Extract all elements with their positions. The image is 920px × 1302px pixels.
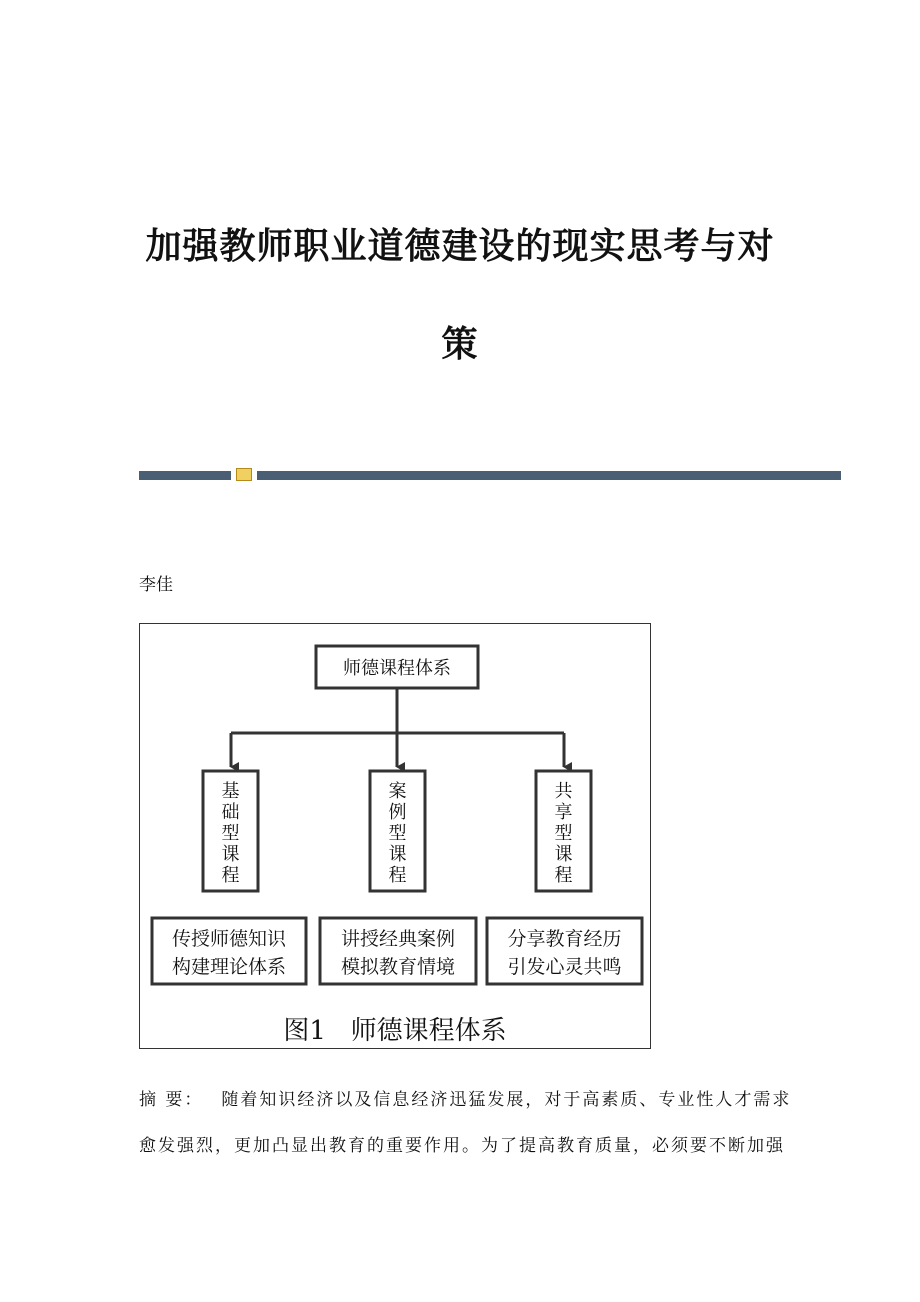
divider-badge-icon xyxy=(236,468,252,481)
type-node-char: 程 xyxy=(554,865,573,886)
author-name: 李佳 xyxy=(139,575,173,595)
type-node-char: 课 xyxy=(554,844,573,865)
type-node-char: 基 xyxy=(221,781,240,802)
type-node-char: 程 xyxy=(388,865,407,886)
type-node-char: 型 xyxy=(388,823,407,844)
paper-title-line-2: 策 xyxy=(441,323,479,365)
root-node-label: 师德课程体系 xyxy=(343,658,451,679)
divider-bar-left xyxy=(139,471,231,480)
title-divider xyxy=(139,471,841,480)
description-line: 引发心灵共鸣 xyxy=(507,956,622,978)
type-node-char: 础 xyxy=(221,802,240,823)
curriculum-diagram xyxy=(139,623,651,1049)
type-node-char: 案 xyxy=(388,781,407,802)
abstract-line-1 xyxy=(139,1085,791,1110)
type-node-char: 例 xyxy=(388,802,407,823)
type-node-char: 课 xyxy=(388,844,407,865)
figure-caption: 图1 师德课程体系 xyxy=(283,1016,507,1046)
divider-bar-right xyxy=(257,471,841,480)
description-line: 传授师德知识 xyxy=(171,928,287,950)
type-node-char: 课 xyxy=(221,844,240,865)
abstract-label: 摘 要： xyxy=(139,1090,204,1110)
type-node-char: 共 xyxy=(554,781,573,802)
type-node-char: 程 xyxy=(221,865,240,886)
abstract-text-1: 随着知识经济以及信息经济迅猛发展，对于高素质、专业性人才需求 xyxy=(221,1090,792,1110)
description-line: 模拟教育情境 xyxy=(340,956,456,978)
type-node-char: 型 xyxy=(221,823,240,844)
description-line: 构建理论体系 xyxy=(171,956,287,978)
description-line: 讲授经典案例 xyxy=(340,928,456,950)
abstract-line-2: 愈发强烈，更加凸显出教育的重要作用。为了提高教育质量，必须要不断加强 xyxy=(139,1136,785,1156)
type-node-char: 型 xyxy=(554,823,573,844)
paper-title-line-1: 加强教师职业道德建设的现实思考与对 xyxy=(145,225,775,267)
description-line: 分享教育经历 xyxy=(507,928,622,950)
type-node-char: 享 xyxy=(554,802,573,823)
